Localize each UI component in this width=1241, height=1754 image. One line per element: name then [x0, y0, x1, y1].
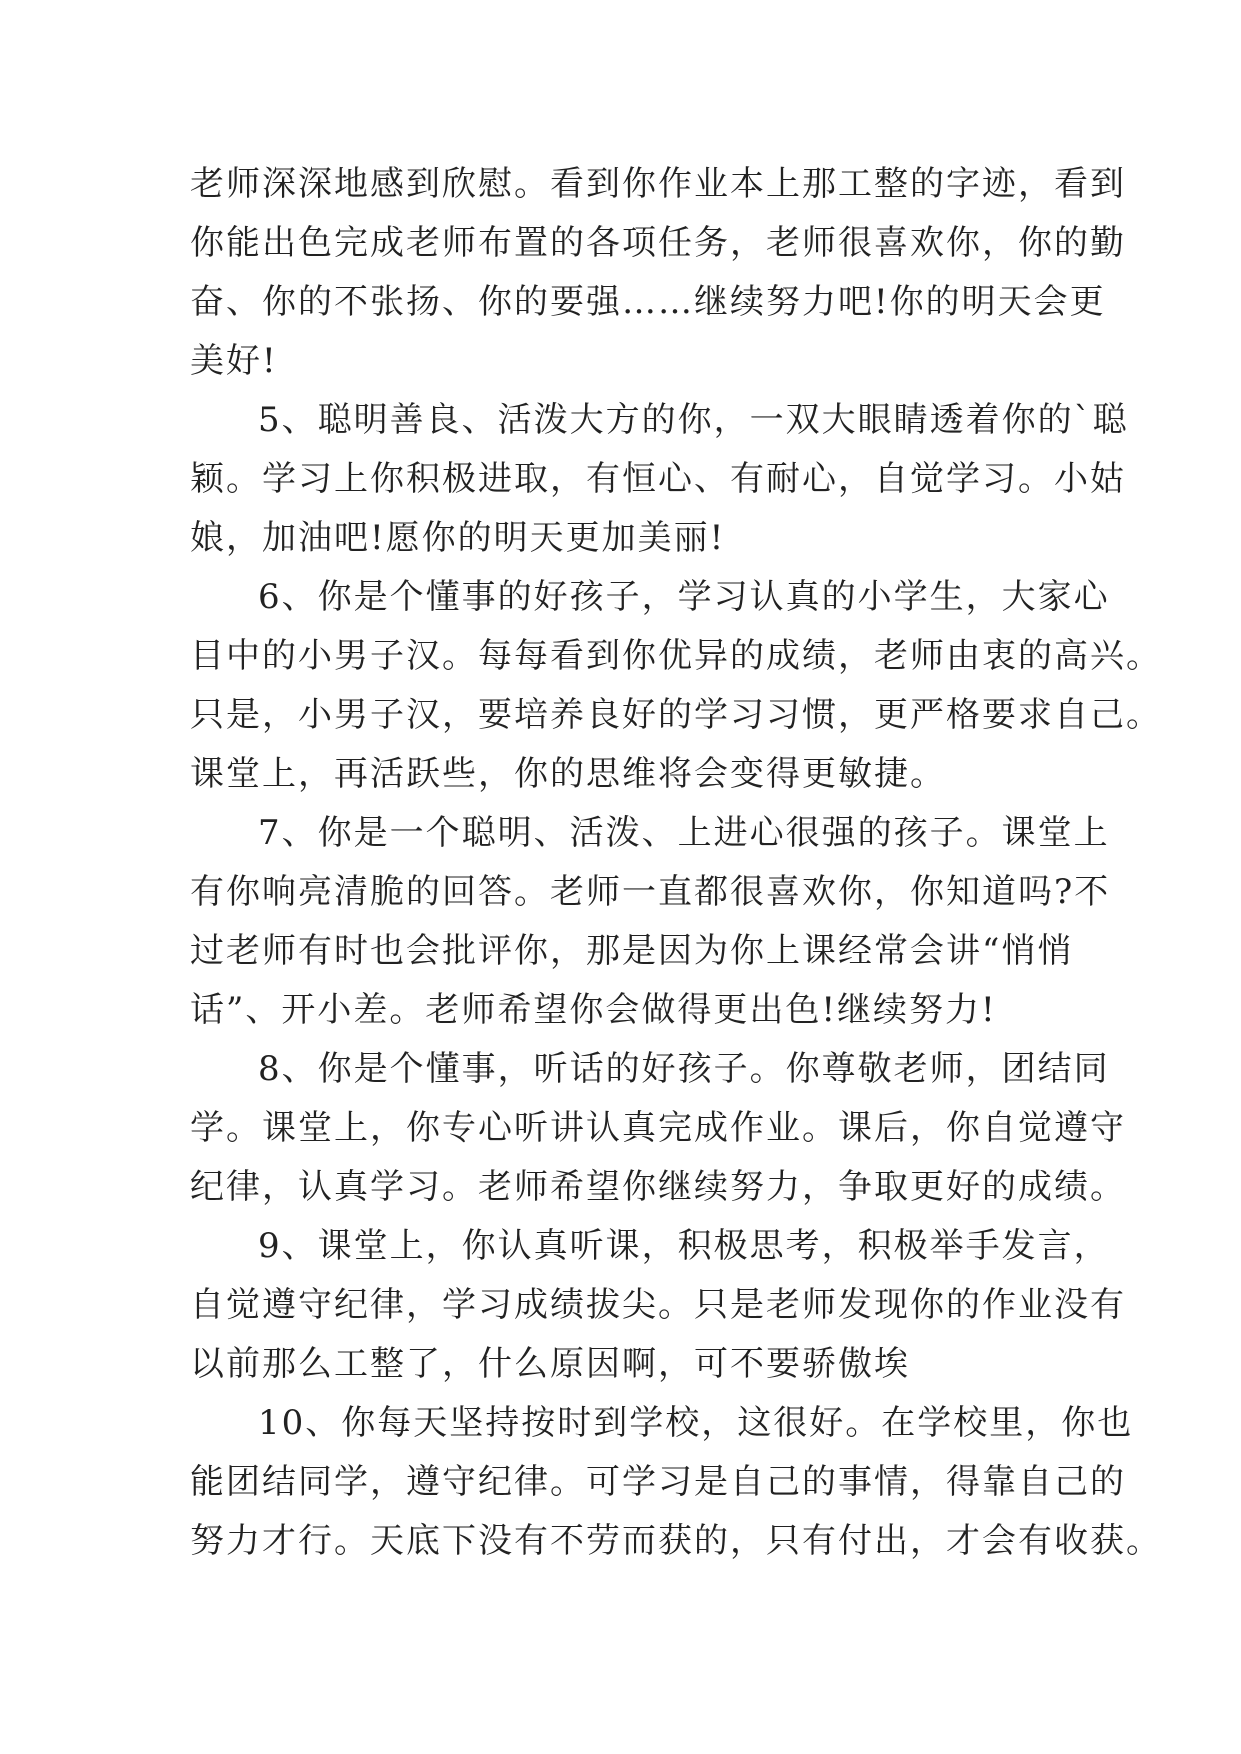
text-line: 9、课堂上，你认真听课，积极思考，积极举手发言，: [258, 1226, 1110, 1266]
text-line: 过老师有时也会批评你，那是因为你上课经常会讲“悄悄: [190, 931, 1074, 971]
text-line: 美好!: [190, 341, 278, 381]
paragraph-item-5: [190, 391, 1129, 568]
text-line: 努力才行。天底下没有不劳而获的，只有付出，才会有收获。: [190, 1521, 1162, 1561]
paragraph-continuation: [190, 155, 1126, 391]
text-line: 话”、开小差。老师希望你会做得更出色!继续努力!: [190, 990, 997, 1030]
text-line: 能团结同学，遵守纪律。可学习是自己的事情，得靠自己的: [190, 1462, 1126, 1502]
text-line: 以前那么工整了，什么原因啊，可不要骄傲埃: [190, 1344, 910, 1384]
text-line: 8、你是个懂事，听话的好孩子。你尊敬老师，团结同: [258, 1049, 1110, 1089]
text-line: 娘，加油吧!愿你的明天更加美丽!: [190, 518, 726, 558]
text-line: 奋、你的不张扬、你的要强……继续努力吧!你的明天会更: [190, 282, 1106, 322]
text-line: 纪律，认真学习。老师希望你继续努力，争取更好的成绩。: [190, 1167, 1126, 1207]
paragraph-item-6: [190, 568, 1162, 804]
text-line: 有你响亮清脆的回答。老师一直都很喜欢你，你知道吗?不: [190, 872, 1111, 912]
text-line: 老师深深地感到欣慰。看到你作业本上那工整的字迹，看到: [190, 164, 1126, 204]
text-line: 颖。学习上你积极进取，有恒心、有耐心，自觉学习。小姑: [190, 459, 1126, 499]
text-line: 7、你是一个聪明、活泼、上进心很强的孩子。课堂上: [258, 813, 1110, 853]
paragraph-item-9: [190, 1217, 1126, 1394]
paragraph-item-10: [190, 1394, 1162, 1571]
text-line: 10、你每天坚持按时到学校，这很好。在学校里，你也: [258, 1403, 1134, 1443]
text-line: 你能出色完成老师布置的各项任务，老师很喜欢你，你的勤: [190, 223, 1126, 263]
paragraph-item-7: [190, 804, 1111, 1040]
text-line: 课堂上，再活跃些，你的思维将会变得更敏捷。: [190, 754, 946, 794]
paragraph-item-8: [190, 1040, 1126, 1217]
text-line: 学。课堂上，你专心听讲认真完成作业。课后，你自觉遵守: [190, 1108, 1126, 1148]
text-line: 自觉遵守纪律，学习成绩拔尖。只是老师发现你的作业没有: [190, 1285, 1126, 1325]
text-line: 6、你是个懂事的好孩子，学习认真的小学生，大家心: [258, 577, 1110, 617]
text-line: 只是，小男子汉，要培养良好的学习习惯，更严格要求自己。: [190, 695, 1162, 735]
text-line: 目中的小男子汉。每每看到你优异的成绩，老师由衷的高兴。: [190, 636, 1162, 676]
document-body: [190, 155, 1162, 1571]
text-line: 5、聪明善良、活泼大方的你，一双大眼睛透着你的`聪: [258, 400, 1129, 440]
